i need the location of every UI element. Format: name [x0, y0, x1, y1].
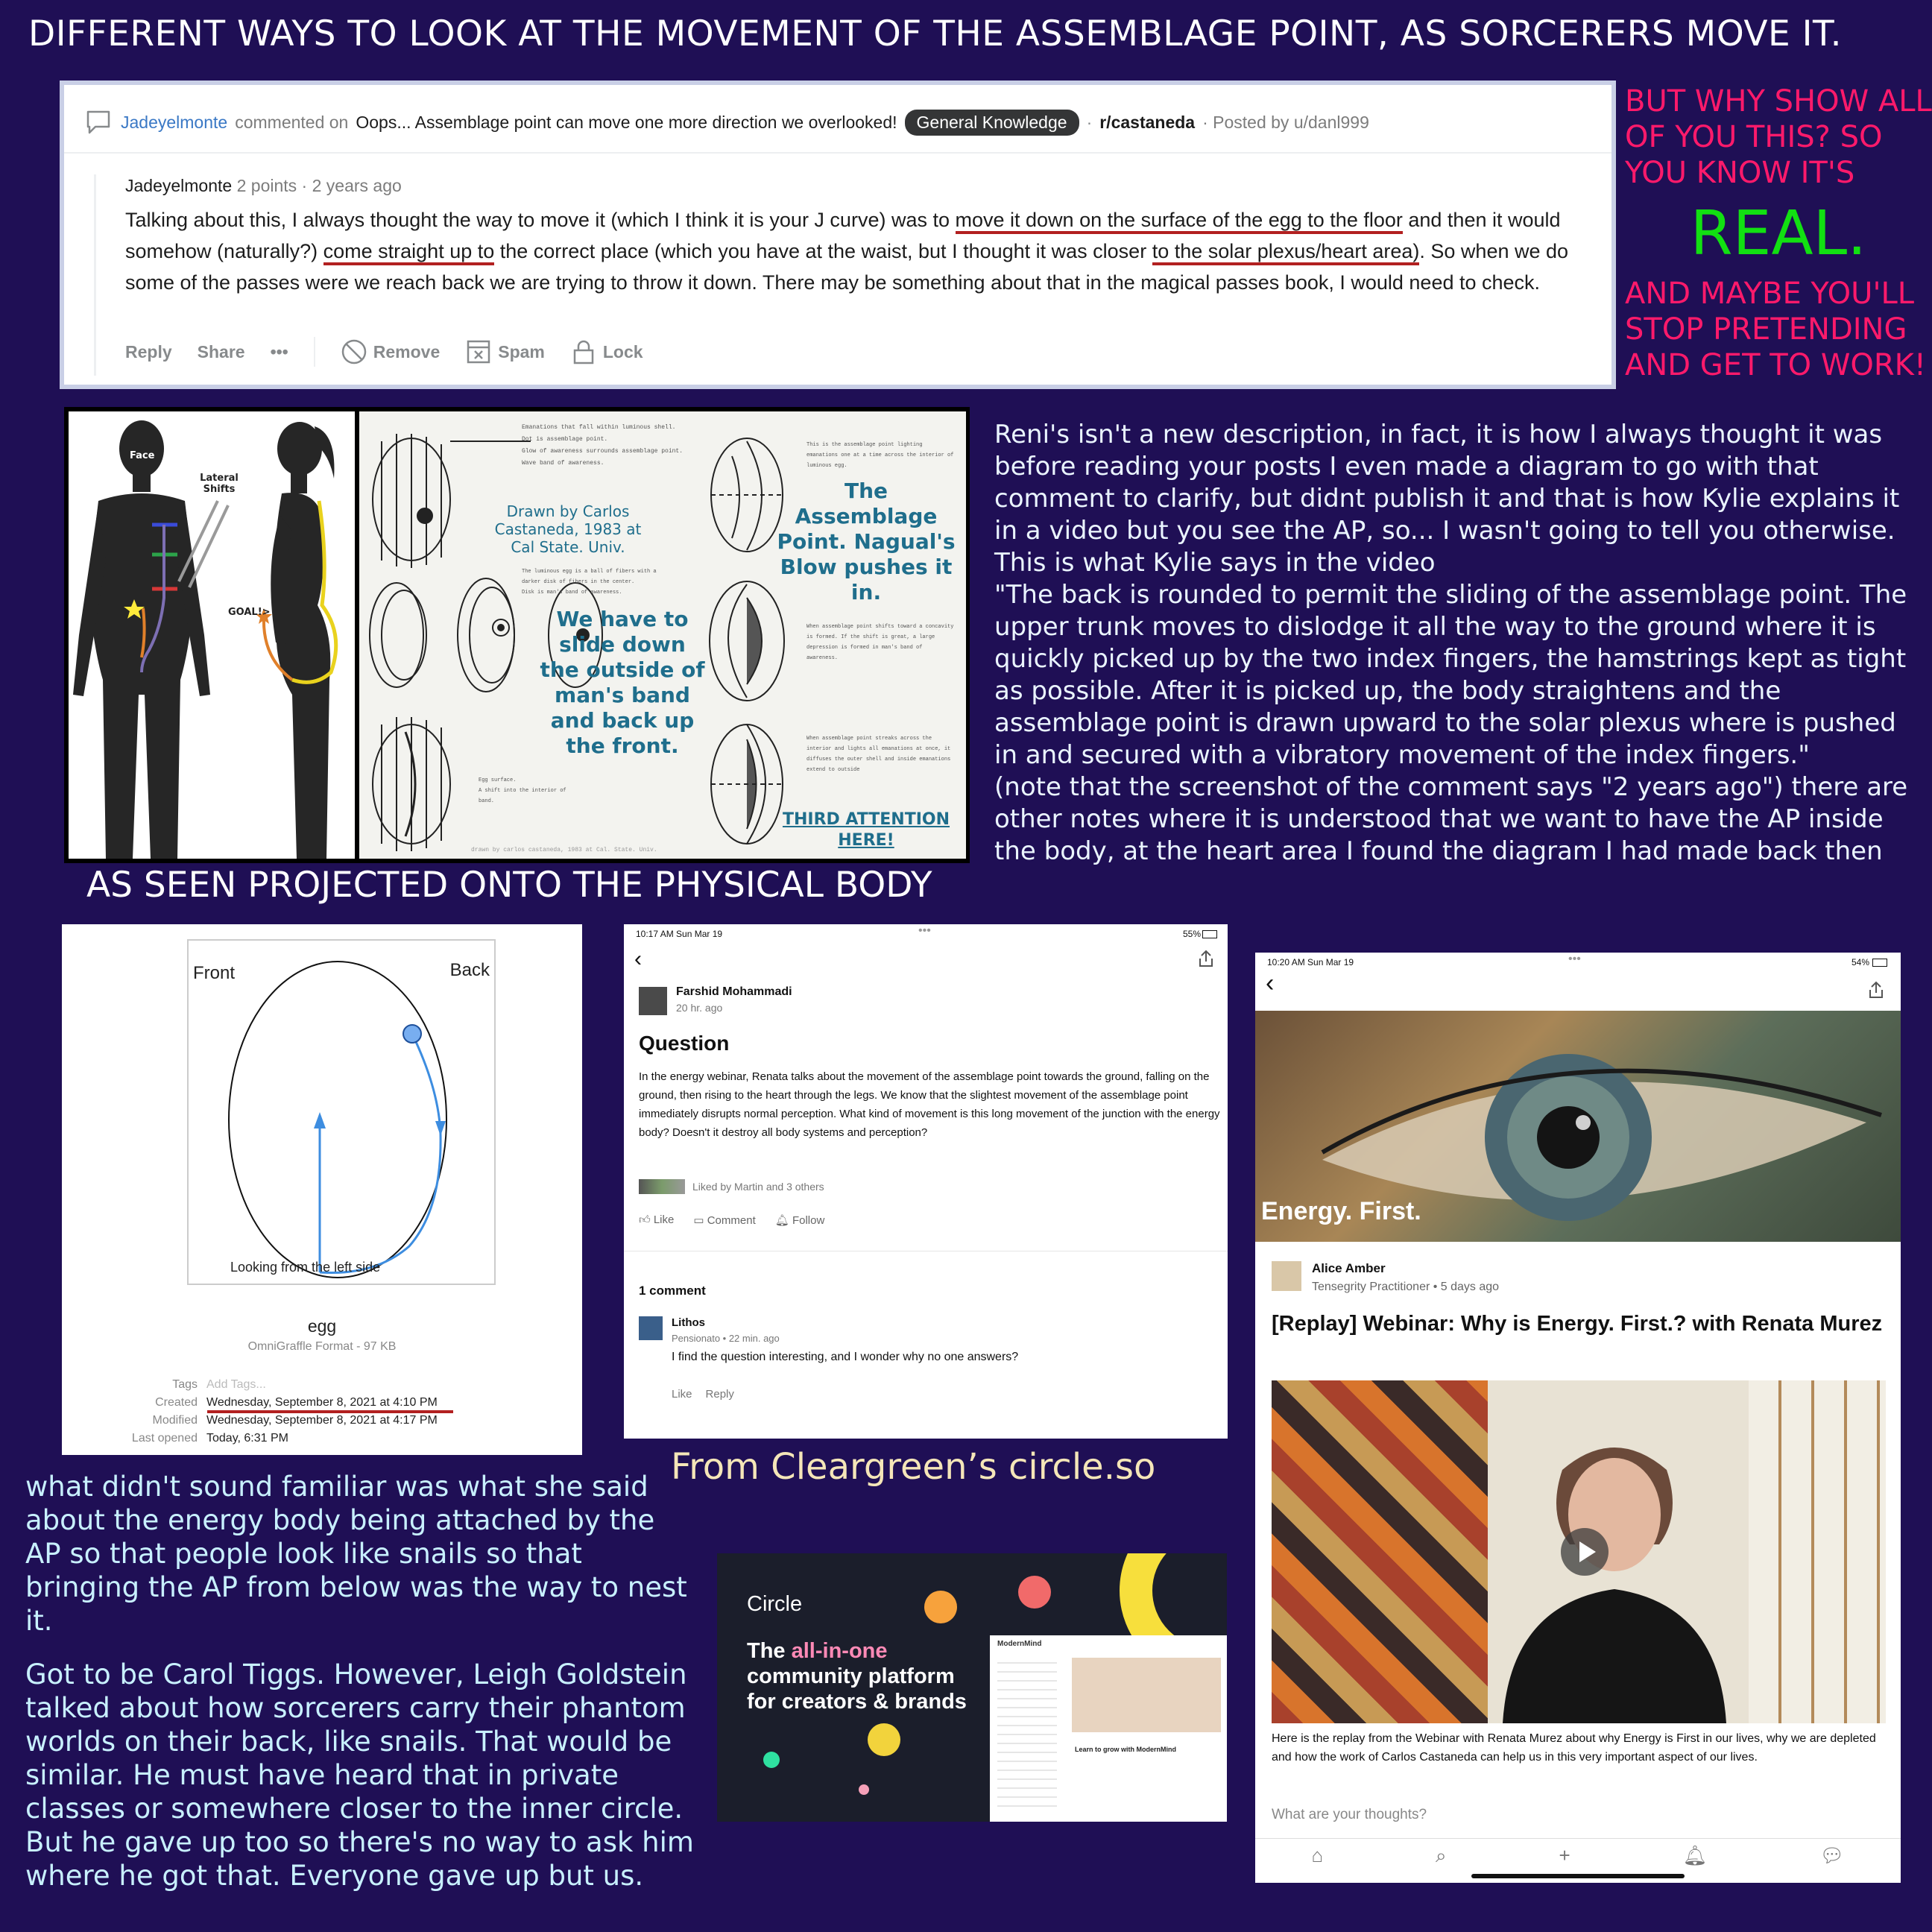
- cleargreen-caption: From Cleargreen’s circle.so: [671, 1446, 1156, 1488]
- comment-label: Comment: [707, 1214, 756, 1227]
- egg-caption: Looking from the left side: [230, 1260, 381, 1275]
- headline-accent: all-in-one: [791, 1639, 888, 1663]
- flair-badge: General Knowledge: [905, 110, 1079, 136]
- plus-icon[interactable]: +: [1559, 1844, 1570, 1866]
- file-info-key: Tags: [172, 1378, 198, 1391]
- egg-preview[interactable]: [187, 939, 496, 1285]
- follow-button[interactable]: 🔔︎ Follow: [774, 1214, 825, 1227]
- webinar-author[interactable]: Alice Amber: [1312, 1261, 1386, 1275]
- commenter-avatar[interactable]: [639, 1316, 663, 1340]
- back-chevron-icon[interactable]: ‹: [1266, 969, 1275, 997]
- egg-front-label: Front: [193, 963, 236, 983]
- back-chevron-icon[interactable]: ‹: [634, 947, 642, 971]
- avatar-bubble: [924, 1591, 957, 1623]
- post-title-link[interactable]: Oops... Assemblage point can move one more direction we overlooked!: [356, 112, 897, 132]
- underlined-phrase-2: come straight up to: [323, 240, 495, 265]
- lateral-shifts-label: Lateral Shifts: [200, 473, 239, 495]
- comment-button[interactable]: ▭ Comment: [693, 1214, 756, 1227]
- goal-label: GOAL!>: [228, 607, 271, 618]
- question-body: In the energy webinar, Renata talks about the movement of the assemblage point towards the ground, falling on the ground, then rising to the heart through the legs. We know that the slightest movement of the assemblage point immediately disrupts normal perception. What kind of movement is this long movement of the junction with the energy body? Doesn't it destroy all body systems and perception?: [639, 1070, 1220, 1139]
- scan-note: Egg surface.: [479, 777, 517, 783]
- file-info-row: [92, 1412, 569, 1430]
- chat-icon[interactable]: 💬︎: [1819, 1844, 1845, 1866]
- header-divider: [64, 152, 1611, 154]
- lock-icon: [570, 338, 597, 365]
- comment-header: Jadeyelmonte commented on Oops... Assemblage point can move one more direction we overlooked! General Knowledge · r/castaneda · Posted by u/danl999: [83, 107, 1369, 137]
- remove-button[interactable]: [341, 338, 440, 365]
- scan-note-low-right: When assemblage point streaks across the interior and lights all emanations at once, it diffuses the outer shell and inside emanations extend to outside: [806, 736, 951, 773]
- underlined-phrase-3: to the solar plexus/heart area): [1152, 240, 1420, 265]
- egg-file-card: [62, 924, 582, 1455]
- snail-text: what didn't sound familiar was what she said about the energy body being attached by the AP so that people look like snails so that bringing the AP from below was the way to nest it.: [25, 1471, 687, 1637]
- file-info-value: Wednesday, September 8, 2021 at 4:17 PM: [206, 1414, 438, 1427]
- comment-text-2: and then it would somehow (naturally?): [125, 209, 1561, 262]
- status-time: 10:17 AM Sun Mar 19: [636, 929, 723, 939]
- rug-backdrop: [1272, 1380, 1488, 1723]
- comment-actions: [125, 337, 643, 367]
- page-title: DIFFERENT WAYS TO LOOK AT THE MOVEMENT OF THE ASSEMBLAGE POINT, AS SORCERERS MOVE IT.: [28, 13, 1843, 54]
- bottom-tab-bar: [1255, 1844, 1901, 1868]
- headline-part: The: [747, 1639, 792, 1663]
- circle-question-card: [624, 924, 1228, 1439]
- reply-button[interactable]: Reply: [125, 341, 172, 362]
- egg-back-label: Back: [449, 960, 490, 980]
- question-age: 20 hr. ago: [676, 1002, 723, 1014]
- comment-reply-button[interactable]: Reply: [705, 1388, 734, 1401]
- more-button[interactable]: •••: [270, 341, 288, 362]
- actions-separator: [314, 337, 315, 367]
- webinar-author-meta: Tensegrity Practitioner • 5 days ago: [1312, 1281, 1500, 1293]
- like-label: Like: [653, 1213, 675, 1226]
- comment-count: 1 comment: [639, 1284, 706, 1298]
- scan-notes-top-left: [522, 422, 701, 470]
- reni-text: Reni's isn't a new description, in fact, it is how I always thought it was before reading your posts I even made a diagram to go with that comment to clarify, but didnt publish it and that is how Kylie explains it in a video but you see the AP, so... I wasn't going to tell you otherwise. This is what Kylie says in the video: [994, 420, 1900, 578]
- comment-body: [125, 204, 1586, 298]
- side-note-line-2: AND MAYBE YOU'LL STOP PRETENDING AND GET TO WORK!: [1625, 277, 1926, 382]
- scan-notes-middle: [522, 566, 678, 598]
- file-info-value: Today, 6:31 PM: [206, 1432, 288, 1445]
- question-title: Question: [639, 1032, 730, 1055]
- comment-age: · 2 years ago: [301, 176, 402, 195]
- comment-icon: [83, 107, 113, 137]
- author-avatar[interactable]: [1272, 1261, 1301, 1291]
- carol-tiggs-text: Got to be Carol Tiggs. However, Leigh Goldstein talked about how sorcerers carry their phantom worlds on their back, like snails. That would be similar. He must have heard that in private classes or somewhere closer to the inner circle. But he gave up too so there's no way to ask him where he got that. Everyone gave up but us.: [25, 1658, 694, 1892]
- app-hero-photo: [1072, 1658, 1221, 1732]
- home-icon[interactable]: ⌂: [1311, 1844, 1324, 1866]
- tabbar-divider: [1255, 1838, 1901, 1839]
- circle-brand: Circle: [747, 1592, 803, 1616]
- avatar-bubble: [868, 1723, 900, 1756]
- play-icon: [1561, 1528, 1609, 1576]
- kylie-quote: "The back is rounded to permit the sliding of the assemblage point. The upper trunk moves to dislodge it all the way to the ground where it is quickly picked up by the two index fingers, the hamstrings kept as tight as possible. After it is picked up, the body straightens and the assemblage point is drawn upward to the solar plexus where is pushed in and secured with a vibratory movement of the index fingers.": [994, 580, 1907, 770]
- bell-icon[interactable]: 🔔︎: [1682, 1844, 1708, 1866]
- file-name: egg: [307, 1316, 337, 1336]
- webinar-title: [Replay] Webinar: Why is Energy. First.? with Renata Murez: [1272, 1312, 1883, 1336]
- circle-headline: [747, 1638, 985, 1714]
- play-button[interactable]: [1561, 1528, 1609, 1576]
- pink-dot-decoration: [859, 1784, 869, 1795]
- headline-part: community platform for creators & brands: [747, 1664, 967, 1714]
- like-button[interactable]: 👍︎ Like: [639, 1213, 675, 1226]
- circle-ad-image: [717, 1553, 1227, 1822]
- comment-text: I find the question interesting, and I wonder why no one answers?: [672, 1351, 1019, 1363]
- spam-label: Spam: [498, 341, 545, 362]
- share-icon[interactable]: [1198, 950, 1214, 967]
- follow-label: Follow: [792, 1214, 825, 1227]
- add-tags-field[interactable]: Add Tags...: [206, 1378, 266, 1391]
- file-info-row: [92, 1376, 569, 1394]
- side-note: [1625, 83, 1932, 383]
- banner-text: Energy. First.: [1261, 1197, 1421, 1225]
- commented-on-text: commented on: [235, 112, 349, 132]
- spam-icon: [465, 338, 492, 365]
- file-info-key: Modified: [152, 1414, 198, 1427]
- app-name: ModernMind: [997, 1640, 1042, 1648]
- file-info-key: Last opened: [131, 1432, 198, 1445]
- status-dots: •••: [918, 924, 931, 937]
- liked-avatars: [639, 1179, 685, 1194]
- webinar-post-card: [1255, 953, 1901, 1883]
- face-label: Face: [130, 450, 155, 461]
- thread-rail[interactable]: [94, 174, 96, 376]
- scan-credit: drawn by carlos castaneda, 1983 at Cal. State. Univ.: [471, 847, 657, 853]
- castaneda-scan-panel: [359, 411, 966, 859]
- file-info-row: [92, 1430, 569, 1448]
- green-dot-decoration: [763, 1752, 780, 1768]
- scan-note: A shift into the interior of band.: [479, 788, 566, 804]
- status-battery: 54%: [1851, 957, 1869, 967]
- reni-explanation: [994, 419, 1926, 868]
- commenter-name[interactable]: Lithos: [672, 1316, 705, 1329]
- scan-note-mid-right: When assemblage point shifts toward a concavity is formed. If the shift is great, a large depression is formed in man's band of awareness.: [806, 624, 954, 661]
- remove-label: Remove: [373, 341, 441, 362]
- app-sidebar: [997, 1655, 1057, 1811]
- projected-caption: AS SEEN PROJECTED ONTO THE PHYSICAL BODY: [86, 865, 932, 906]
- comment-actions: [672, 1388, 734, 1401]
- reddit-comment-card: [60, 80, 1616, 389]
- eye-banner-image: [1255, 1011, 1901, 1242]
- underlined-phrase-1: move it down on the surface of the egg to the floor: [956, 209, 1403, 234]
- comment-author[interactable]: Jadeyelmonte: [125, 176, 233, 195]
- comment-points: 2 points: [236, 176, 297, 195]
- diagram-panel: [64, 407, 970, 863]
- comment-text-3: the correct place (which you have at the waist, but I thought it was closer: [494, 240, 1152, 262]
- scan-note: The luminous egg is a ball of fibers with a darker disk of fibers in the center.: [522, 569, 657, 585]
- author-avatar[interactable]: [639, 987, 667, 1015]
- search-icon[interactable]: ⌕: [1436, 1844, 1447, 1866]
- remove-icon: [341, 338, 367, 365]
- real-callout: REAL.: [1690, 198, 1867, 269]
- posted-by-text: · Posted by u/danl999: [1202, 112, 1369, 132]
- comment-text-4: . So when we do some of the passes were we reach back we are trying to throw it down. There may be something about that in the magical passes book, I would need to check.: [125, 240, 1569, 294]
- drawn-by-caption: Drawn by Carlos Castaneda, 1983 at Cal State. Univ.: [494, 502, 642, 556]
- modified-underline: [207, 1410, 453, 1413]
- assemblage-point-caption: The Assemblage Point. Nagual's Blow pushes it in.: [777, 479, 956, 604]
- avatar-bubble: [1018, 1576, 1051, 1609]
- status-battery: 55%: [1182, 929, 1201, 939]
- comment-text-1: Talking about this, I always thought the way to move it (which I think it is your J curve) was to: [125, 209, 956, 231]
- subreddit-link[interactable]: r/castaneda: [1099, 112, 1196, 132]
- presenter-figure: [1458, 1410, 1771, 1723]
- body-silhouette-panel: [69, 411, 355, 859]
- app-card-title: Learn to grow with ModernMind: [1075, 1746, 1176, 1753]
- scan-note: Emanations that fall within luminous shell.: [522, 424, 676, 431]
- reni-note: (note that the screenshot of the comment says "2 years ago") there are other notes where it is understood that we want to have the AP inside the body, at the heart area I found the diagram I had made back then: [994, 772, 1908, 866]
- comment-meta: [125, 176, 402, 196]
- battery-icon: [1202, 930, 1217, 938]
- scan-note: Wave band of awareness.: [522, 460, 604, 467]
- liked-by-text[interactable]: Liked by Martin and 3 others: [692, 1181, 824, 1193]
- share-button[interactable]: Share: [197, 341, 245, 362]
- battery-icon: [1872, 959, 1887, 967]
- scan-note-top-right: This is the assemblage point lighting emanations one at a time across the interior of luminous egg.: [806, 442, 954, 469]
- egg-ellipse-diagram: [189, 941, 494, 1284]
- file-info-value: Wednesday, September 8, 2021 at 4:10 PM: [206, 1396, 438, 1409]
- third-attention-link[interactable]: THIRD ATTENTION HERE!: [782, 810, 950, 850]
- scan-note: Glow of awareness surrounds assemblage point.: [522, 448, 684, 455]
- commenter-meta: Pensionato • 22 min. ago: [672, 1333, 780, 1344]
- status-time: 10:20 AM Sun Mar 19: [1267, 957, 1354, 967]
- webinar-video[interactable]: [1272, 1380, 1886, 1723]
- scan-note: Dot is assemblage point.: [522, 436, 608, 443]
- lock-button[interactable]: [570, 338, 643, 365]
- question-author[interactable]: Farshid Mohammadi: [676, 985, 792, 998]
- scan-note: Disk is man's band of awareness.: [522, 590, 622, 596]
- file-info-row: [92, 1394, 569, 1412]
- commenter-link[interactable]: Jadeyelmonte: [121, 112, 228, 132]
- lock-label: Lock: [602, 341, 643, 362]
- file-info-key: Created: [155, 1396, 198, 1409]
- thoughts-input[interactable]: What are your thoughts?: [1272, 1807, 1427, 1822]
- file-format: OmniGraffle Format - 97 KB: [247, 1340, 397, 1353]
- file-info-table: [92, 1376, 569, 1448]
- question-actions: [639, 1213, 824, 1227]
- status-dots: •••: [1568, 953, 1581, 965]
- webinar-description: Here is the replay from the Webinar with Renata Murez about why Energy is First in our lives, why we are depleted and how the work of Carlos Castaneda can help us in this very important aspect of our lives.: [1272, 1732, 1876, 1764]
- spam-button[interactable]: [465, 338, 545, 365]
- scan-notes-bottom: [479, 775, 583, 806]
- slide-down-caption: We have to slide down the outside of man's band and back up the front.: [540, 607, 705, 758]
- side-note-line-1: BUT WHY SHOW ALL OF YOU THIS? SO YOU KNOW IT'S: [1625, 84, 1932, 190]
- comment-like-button[interactable]: Like: [672, 1388, 692, 1401]
- home-indicator: [1471, 1874, 1685, 1878]
- share-icon[interactable]: [1868, 981, 1884, 999]
- app-mockup: [990, 1635, 1227, 1822]
